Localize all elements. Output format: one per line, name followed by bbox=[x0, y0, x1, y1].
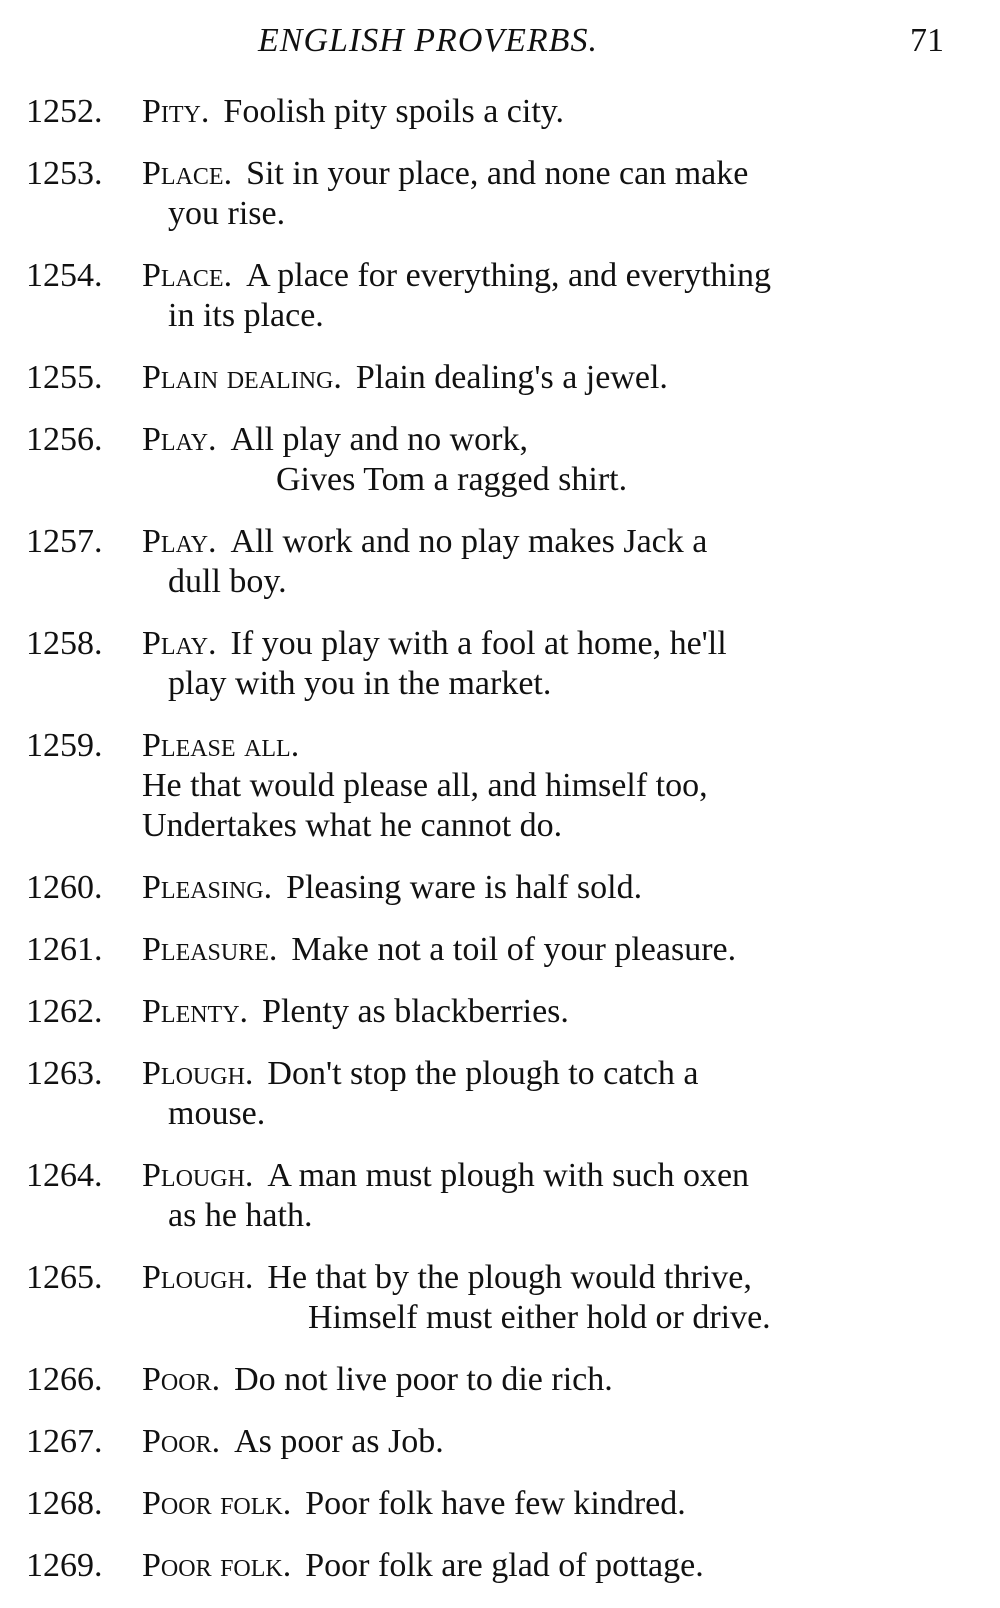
proverb-text: Do not live poor to die rich. bbox=[234, 1361, 613, 1398]
proverb-keyword: Poor. bbox=[142, 1423, 221, 1460]
proverb-text: Make not a toil of your pleasure. bbox=[291, 931, 737, 968]
proverb-keyword: Plough. bbox=[142, 1055, 254, 1092]
proverb-verse-line: He that would please all, and himself too, bbox=[142, 767, 708, 804]
proverb-verse-line: All play and no work, bbox=[230, 421, 528, 458]
proverb-keyword: Pity. bbox=[142, 93, 210, 130]
proverb-entry bbox=[0, 624, 1000, 704]
proverb-text: Plain dealing's a jewel. bbox=[355, 359, 668, 396]
proverb-entry bbox=[0, 92, 1000, 132]
proverb-keyword: Plough. bbox=[142, 1157, 254, 1194]
proverb-text: A man must plough with such oxen bbox=[267, 1157, 750, 1194]
proverb-entry bbox=[0, 522, 1000, 602]
proverb-number: 1269. bbox=[26, 1547, 103, 1584]
proverb-entry bbox=[0, 1484, 1000, 1524]
proverb-number: 1261. bbox=[26, 931, 103, 968]
proverb-keyword: Plenty. bbox=[142, 993, 249, 1030]
proverb-text: Foolish pity spoils a city. bbox=[223, 93, 565, 130]
page-title: ENGLISH PROVERBS. bbox=[258, 22, 598, 59]
proverb-verse-line: Himself must either hold or drive. bbox=[308, 1299, 771, 1336]
proverb-text: Don't stop the plough to catch a bbox=[267, 1055, 699, 1092]
proverb-continuation: play with you in the market. bbox=[168, 665, 552, 702]
proverb-keyword: Poor folk. bbox=[142, 1485, 292, 1522]
proverb-number: 1252. bbox=[26, 93, 103, 130]
proverb-number: 1259. bbox=[26, 727, 103, 764]
proverb-keyword: Plough. bbox=[142, 1259, 254, 1296]
proverb-keyword: Plain dealing. bbox=[142, 359, 342, 396]
proverb-text: Pleasing ware is half sold. bbox=[286, 869, 643, 906]
proverb-number: 1258. bbox=[26, 625, 103, 662]
proverb-keyword: Play. bbox=[142, 421, 217, 458]
proverb-entry bbox=[0, 1546, 1000, 1586]
proverb-verse-line: Gives Tom a ragged shirt. bbox=[276, 461, 628, 498]
proverb-text: As poor as Job. bbox=[234, 1423, 444, 1460]
proverb-keyword: Play. bbox=[142, 523, 217, 560]
proverb-entry bbox=[0, 420, 1000, 500]
proverb-list bbox=[0, 92, 1000, 1608]
proverb-number: 1266. bbox=[26, 1361, 103, 1398]
proverb-text: Poor folk are glad of pottage. bbox=[305, 1547, 704, 1584]
proverb-text: If you play with a fool at home, he'll bbox=[230, 625, 727, 662]
proverb-number: 1260. bbox=[26, 869, 103, 906]
proverb-continuation: you rise. bbox=[168, 195, 286, 232]
proverb-number: 1267. bbox=[26, 1423, 103, 1460]
proverb-keyword: Place. bbox=[142, 257, 233, 294]
proverb-keyword: Poor. bbox=[142, 1361, 221, 1398]
proverb-entry bbox=[0, 154, 1000, 234]
proverb-entry bbox=[0, 726, 1000, 846]
proverb-continuation: mouse. bbox=[168, 1095, 266, 1132]
proverb-keyword: Play. bbox=[142, 625, 217, 662]
proverb-number: 1262. bbox=[26, 993, 103, 1030]
proverb-continuation: in its place. bbox=[168, 297, 324, 334]
proverb-entry bbox=[0, 1360, 1000, 1400]
proverb-entry bbox=[0, 930, 1000, 970]
proverb-entry bbox=[0, 1422, 1000, 1462]
proverb-text: Plenty as blackberries. bbox=[262, 993, 569, 1030]
proverb-text: Poor folk have few kindred. bbox=[305, 1485, 686, 1522]
proverb-entry bbox=[0, 992, 1000, 1032]
proverb-entry bbox=[0, 1258, 1000, 1338]
proverb-number: 1253. bbox=[26, 155, 103, 192]
running-head bbox=[0, 18, 1000, 64]
proverb-text: A place for everything, and everything bbox=[246, 257, 772, 294]
proverb-text: Sit in your place, and none can make bbox=[246, 155, 749, 192]
proverb-number: 1268. bbox=[26, 1485, 103, 1522]
proverb-verse-line: Undertakes what he cannot do. bbox=[142, 807, 563, 844]
proverb-keyword: Pleasure. bbox=[142, 931, 278, 968]
proverb-entry bbox=[0, 868, 1000, 908]
proverb-number: 1264. bbox=[26, 1157, 103, 1194]
proverb-number: 1254. bbox=[26, 257, 103, 294]
proverb-continuation: as he hath. bbox=[168, 1197, 313, 1234]
proverb-entry bbox=[0, 358, 1000, 398]
proverb-number: 1255. bbox=[26, 359, 103, 396]
proverb-number: 1263. bbox=[26, 1055, 103, 1092]
proverb-entry bbox=[0, 1054, 1000, 1134]
proverb-continuation: dull boy. bbox=[168, 563, 287, 600]
proverb-entry bbox=[0, 1156, 1000, 1236]
proverb-verse-line: He that by the plough would thrive, bbox=[267, 1259, 752, 1296]
proverb-text: All work and no play makes Jack a bbox=[230, 523, 708, 560]
proverb-entry bbox=[0, 256, 1000, 336]
proverb-number: 1265. bbox=[26, 1259, 103, 1296]
proverb-keyword: Place. bbox=[142, 155, 233, 192]
proverb-keyword: Poor folk. bbox=[142, 1547, 292, 1584]
proverb-keyword: Pleasing. bbox=[142, 869, 273, 906]
proverb-keyword: Please all. bbox=[142, 727, 300, 764]
page-number: 71 bbox=[910, 22, 944, 59]
proverb-number: 1256. bbox=[26, 421, 103, 458]
proverb-number: 1257. bbox=[26, 523, 103, 560]
